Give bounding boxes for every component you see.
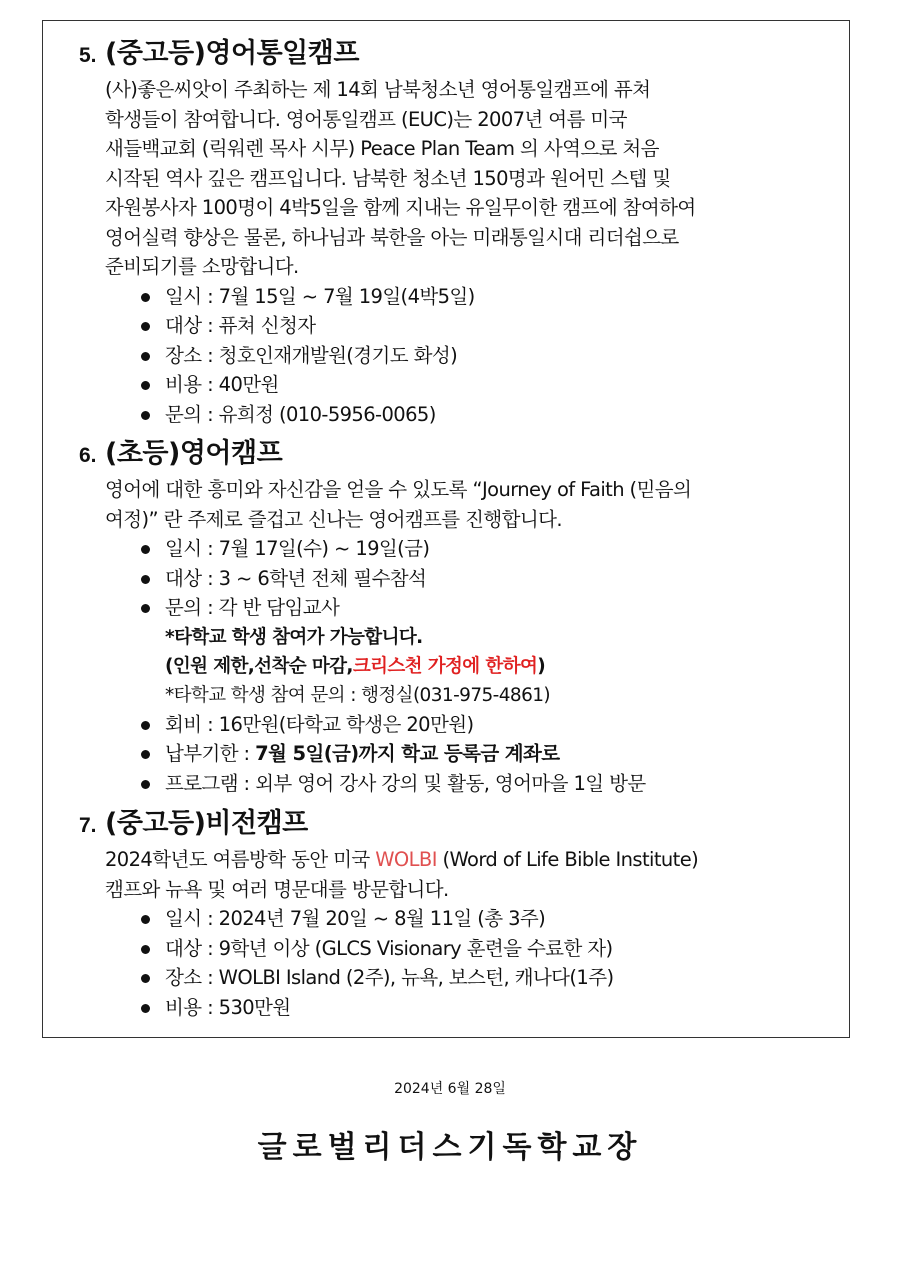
bullet-icon: [141, 604, 150, 613]
section-6-number: 6.: [79, 444, 97, 467]
bullet-icon: [141, 721, 150, 730]
detail-text: 일시 : 7월 17일(수) ~ 19일(금): [165, 537, 430, 560]
section-5-number: 5.: [79, 44, 97, 67]
detail-item: [141, 534, 839, 564]
paragraph-line: 시작된 역사 깊은 캠프입니다. 남북한 청소년 150명과 원어민 스텝 및: [105, 166, 671, 190]
detail-text: 회비 : 16만원(타학교 학생은 20만원): [165, 712, 474, 736]
paragraph-line: 새들백교회 (릭워렌 목사 시무) Peace Plan Team 의 사역으로 처음: [105, 137, 659, 160]
paragraph-line: 자원봉사자 100명이 4박5일을 함께 지내는 유일무이한 캠프에 참여하여: [105, 196, 696, 219]
restriction-text: (인원 제한,선착순 마감,: [165, 655, 353, 677]
christian-family-note: 크리스천 가정에 한하여: [352, 655, 538, 677]
section-7: [79, 801, 839, 1022]
bullet-icon: [141, 750, 150, 759]
document-date: 2024년 6월 28일: [394, 1081, 506, 1097]
section-6-description: [105, 475, 839, 534]
detail-item: [141, 593, 839, 710]
detail-text: 프로그램 : 외부 영어 강사 강의 및 활동, 영어마을 1일 방문: [165, 771, 646, 795]
detail-item: [141, 934, 839, 964]
detail-text: 비용 : 530만원: [165, 995, 291, 1019]
section-6-heading: [79, 431, 839, 475]
section-7-number: 7.: [79, 814, 97, 837]
bullet-icon: [141, 575, 150, 584]
detail-item: [141, 904, 839, 934]
bullet-icon: [141, 381, 150, 390]
bullet-icon: [141, 780, 150, 789]
paragraph-line: 학생들이 참여합니다. 영어통일캠프 (EUC)는 2007년 여름 미국: [105, 107, 627, 131]
paragraph-line: [105, 845, 839, 875]
section-5-heading: [79, 31, 839, 75]
paragraph-line: 준비되기를 소망합니다.: [105, 255, 299, 278]
paragraph-line: 캠프와 뉴욕 및 여러 명문대를 방문합니다.: [105, 877, 449, 901]
other-school-note: *타학교 학생 참여가 가능합니다.: [165, 626, 423, 648]
restriction-note: [165, 652, 839, 681]
deadline-text: 7월 5일(금)까지 학교 등록금 계좌로: [255, 742, 560, 765]
content-box: [42, 20, 850, 1038]
detail-text: 일시 : 2024년 7월 20일 ~ 8월 11일 (총 3주): [165, 907, 546, 930]
inquiry-note: *타학교 학생 참여 문의 : 행정실(031-975-4861): [165, 684, 551, 706]
detail-item: [141, 564, 839, 594]
section-6: [79, 431, 839, 798]
detail-text: 문의 : 유희정 (010-5956-0065): [165, 402, 436, 426]
section-7-details: [141, 904, 839, 1022]
section-5-description: [105, 75, 839, 282]
restriction-close: ): [537, 655, 546, 677]
section-6-details: [141, 534, 839, 798]
bullet-icon: [141, 411, 150, 420]
detail-item: [141, 769, 839, 799]
detail-text: 문의 : 각 반 담임교사: [165, 596, 340, 619]
section-7-description: [105, 845, 839, 904]
detail-text: 납부기한 :: [165, 742, 256, 765]
paragraph-text: 2024학년도 여름방학 동안 미국: [105, 848, 376, 871]
wolbi-text: WOLBI: [375, 848, 437, 871]
detail-text: 장소 : 청호인재개발원(경기도 화성): [165, 343, 458, 367]
detail-text: 비용 : 40만원: [165, 373, 279, 396]
paragraph-line: 여정)” 란 주제로 즐겁고 신나는 영어캠프를 진행합니다.: [105, 507, 562, 531]
detail-item: [141, 400, 839, 430]
signature: 글로벌리더스기독학교장: [257, 1130, 643, 1165]
paragraph-text: (Word of Life Bible Institute): [436, 848, 699, 871]
detail-item: [141, 341, 839, 371]
bullet-icon: [141, 322, 150, 331]
detail-item: [141, 739, 839, 769]
section-5: [79, 31, 839, 429]
detail-text: 일시 : 7월 15일 ~ 7월 19일(4박5일): [165, 284, 475, 308]
detail-text: 대상 : 퓨쳐 신청자: [165, 314, 316, 337]
detail-item: [141, 282, 839, 312]
paragraph-line: 영어에 대한 흥미와 자신감을 얻을 수 있도록 “Journey of Faith (믿음의: [105, 478, 692, 501]
section-7-title: (중고등)비전캠프: [105, 808, 308, 839]
detail-item: [141, 993, 839, 1023]
bullet-icon: [141, 974, 150, 983]
section-5-details: [141, 282, 839, 430]
section-5-title: (중고등)영어통일캠프: [105, 38, 359, 69]
detail-text: 대상 : 3 ~ 6학년 전체 필수참석: [165, 566, 427, 590]
detail-item: [141, 710, 839, 740]
bullet-icon: [141, 1004, 150, 1013]
paragraph-line: 영어실력 향상은 물론, 하나님과 북한을 아는 미래통일시대 리더쉽으로: [105, 225, 679, 249]
section-7-heading: [79, 801, 839, 845]
detail-text: 대상 : 9학년 이상 (GLCS Visionary 훈련을 수료한 자): [165, 936, 613, 960]
bullet-icon: [141, 915, 150, 924]
section-6-title: (초등)영어캠프: [105, 438, 283, 469]
bullet-icon: [141, 545, 150, 554]
detail-item: [141, 370, 839, 400]
detail-text: 장소 : WOLBI Island (2주), 뉴욕, 보스턴, 캐나다(1주): [165, 966, 614, 989]
bullet-icon: [141, 293, 150, 302]
paragraph-line: (사)좋은씨앗이 주최하는 제 14회 남북청소년 영어통일캠프에 퓨쳐: [105, 78, 651, 101]
detail-item: [141, 311, 839, 341]
detail-item: [141, 963, 839, 993]
bullet-icon: [141, 352, 150, 361]
bullet-icon: [141, 945, 150, 954]
